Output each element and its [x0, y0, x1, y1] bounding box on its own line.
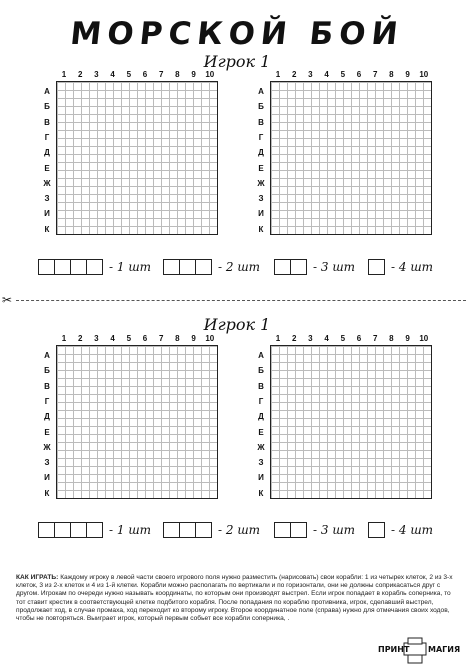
ship-cell	[369, 523, 384, 537]
column-header: 9	[405, 334, 410, 343]
column-header: 6	[142, 334, 148, 343]
row-header: Е	[44, 163, 50, 173]
column-header: 7	[372, 70, 378, 79]
row-header: Д	[258, 412, 264, 422]
column-header: 3	[94, 334, 99, 343]
column-header: 10	[419, 334, 429, 343]
column-header: 1	[275, 334, 281, 343]
column-header: 2	[291, 334, 297, 343]
column-header: 1	[61, 70, 67, 79]
ship-cell	[275, 260, 291, 274]
logo-line1: ПРИНТ	[378, 645, 410, 654]
cut-line	[16, 300, 466, 301]
column-header: 6	[142, 70, 148, 79]
ship-legend-item	[274, 259, 355, 275]
ship-legend-item	[38, 522, 151, 538]
ship-cell	[39, 523, 55, 537]
ship-cell	[164, 260, 180, 274]
row-header: Е	[258, 163, 264, 173]
ship-count-label: - 2 шт	[218, 260, 261, 274]
ship-1-cells	[368, 259, 385, 275]
page-title: МОРСКОЙ БОЙ	[68, 16, 406, 52]
column-header: 2	[291, 70, 297, 79]
row-header: К	[44, 488, 50, 498]
column-header: 8	[389, 70, 394, 79]
column-header: 9	[191, 334, 196, 343]
coordinate-grid[interactable]	[56, 345, 218, 499]
row-header: А	[44, 87, 50, 96]
ship-cell	[275, 523, 291, 537]
ship-cell	[196, 260, 211, 274]
column-header: 10	[419, 70, 429, 79]
ship-cell	[196, 523, 211, 537]
ship-1-cells	[368, 522, 385, 538]
row-header: З	[44, 458, 50, 468]
ship-cell	[291, 523, 306, 537]
column-header: 1	[61, 334, 67, 343]
ship-legend-item	[368, 522, 433, 538]
column-header: 4	[324, 70, 329, 79]
brand-logo	[378, 635, 461, 665]
ship-4-cells	[38, 522, 103, 538]
ship-count-label: - 2 шт	[218, 523, 261, 537]
row-header: К	[44, 224, 50, 234]
column-header: 4	[324, 334, 329, 343]
row-header: З	[258, 458, 264, 468]
ship-count-label: - 4 шт	[391, 523, 434, 537]
ship-cell	[164, 523, 180, 537]
ship-3-cells	[163, 522, 212, 538]
ship-cell	[55, 523, 71, 537]
row-header: Ж	[257, 178, 265, 188]
column-header: 6	[356, 70, 362, 79]
row-header: Б	[44, 366, 50, 376]
ship-cell	[369, 260, 384, 274]
column-header: 7	[158, 334, 164, 343]
row-header: Е	[44, 427, 50, 437]
row-header: Е	[258, 427, 264, 437]
ship-cell	[291, 260, 306, 274]
row-header: И	[44, 473, 50, 483]
ship-cell	[55, 260, 71, 274]
row-header: Ж	[43, 442, 51, 452]
ship-count-label: - 1 шт	[109, 260, 152, 274]
scissors-icon: ✂	[2, 293, 13, 307]
row-header: Д	[258, 148, 264, 158]
row-header: З	[44, 194, 50, 204]
ship-3-cells	[163, 259, 212, 275]
row-header: Д	[44, 412, 50, 422]
row-header: В	[258, 381, 264, 391]
ship-legend-item	[368, 259, 433, 275]
column-header: 2	[77, 70, 83, 79]
ship-2-cells	[274, 259, 307, 275]
row-header: Ж	[43, 178, 51, 188]
row-header: К	[258, 488, 264, 498]
column-header: 5	[126, 70, 132, 79]
row-header: З	[258, 194, 264, 204]
row-header: Б	[258, 102, 264, 112]
row-header: Г	[44, 396, 50, 406]
ship-legend-item	[274, 522, 355, 538]
row-header: Д	[44, 148, 50, 158]
row-header: В	[44, 117, 50, 127]
logo-line2: МАГИЯ	[428, 645, 461, 654]
ship-cell	[180, 523, 196, 537]
row-header: Б	[258, 366, 264, 376]
ship-count-label: - 1 шт	[109, 523, 152, 537]
ship-cell	[71, 523, 87, 537]
ship-count-label: - 3 шт	[313, 523, 356, 537]
column-header: 10	[205, 70, 215, 79]
row-header: И	[258, 209, 264, 219]
column-header: 4	[110, 334, 115, 343]
player-label-bottom: Игрок 1	[203, 315, 271, 334]
howto-text: Каждому игроку в левой части своего игрового поля нужно разместить (нарисовать) свои корабли: 1 из четырех клеток, 2 из 3-х клеток, 3 из 2-х клеток и 4 из 1-й клетки. Корабли можно располагать по вертикали и по горизонтали, они не должны соприкасаться друг с другом. Игрокам по очереди нужно называть координаты, по которым они производят выстрел. Если игрок попадает в корабль соперника, то тот ставит крестик в соответствующей клетке подбитого корабля. После попадания по кораблю противника, игрок, сделавший выстрел, продолжает ход, в случае промаха, ход переходит ко второму игроку. Второе координатное поле (справа) нужно для отмечания своих ходов, чтобы не повторяться. Выиграет игрок, который первым собьет все корабли соперника, .	[16, 574, 453, 623]
row-header: Б	[44, 102, 50, 112]
column-header: 9	[405, 70, 410, 79]
column-header: 10	[205, 334, 215, 343]
column-header: 3	[308, 70, 313, 79]
column-header: 8	[175, 70, 180, 79]
coordinate-grid[interactable]	[270, 345, 432, 499]
row-header: Г	[44, 132, 50, 142]
column-header: 8	[175, 334, 180, 343]
column-header: 4	[110, 70, 115, 79]
column-header: 5	[126, 334, 132, 343]
column-header: 1	[275, 70, 281, 79]
column-header: 5	[340, 70, 346, 79]
column-header: 3	[94, 70, 99, 79]
row-header: Г	[258, 396, 264, 406]
coordinate-grid[interactable]	[56, 81, 218, 235]
column-header: 5	[340, 334, 346, 343]
column-header: 6	[356, 334, 362, 343]
row-header: А	[44, 351, 50, 360]
ship-cell	[87, 523, 102, 537]
ship-legend-item	[38, 259, 151, 275]
player-label-top: Игрок 1	[203, 52, 271, 71]
row-header: И	[44, 209, 50, 219]
how-to-play	[16, 574, 456, 623]
ship-count-label: - 4 шт	[391, 260, 434, 274]
howto-heading: КАК ИГРАТЬ:	[16, 574, 59, 581]
row-header: Ж	[257, 442, 265, 452]
column-header: 7	[158, 70, 164, 79]
row-header: А	[258, 351, 264, 360]
row-header: К	[258, 224, 264, 234]
ship-cell	[71, 260, 87, 274]
ship-cell	[39, 260, 55, 274]
row-header: В	[44, 381, 50, 391]
column-header: 8	[389, 334, 394, 343]
row-header: В	[258, 117, 264, 127]
column-header: 9	[191, 70, 196, 79]
row-header: Г	[258, 132, 264, 142]
ship-cell	[180, 260, 196, 274]
ship-2-cells	[274, 522, 307, 538]
ship-cell	[87, 260, 102, 274]
ship-count-label: - 3 шт	[313, 260, 356, 274]
ship-legend-item	[163, 259, 260, 275]
column-header: 2	[77, 334, 83, 343]
column-header: 3	[308, 334, 313, 343]
row-header: А	[258, 87, 264, 96]
column-header: 7	[372, 334, 378, 343]
row-header: И	[258, 473, 264, 483]
coordinate-grid[interactable]	[270, 81, 432, 235]
ship-4-cells	[38, 259, 103, 275]
ship-legend-item	[163, 522, 260, 538]
